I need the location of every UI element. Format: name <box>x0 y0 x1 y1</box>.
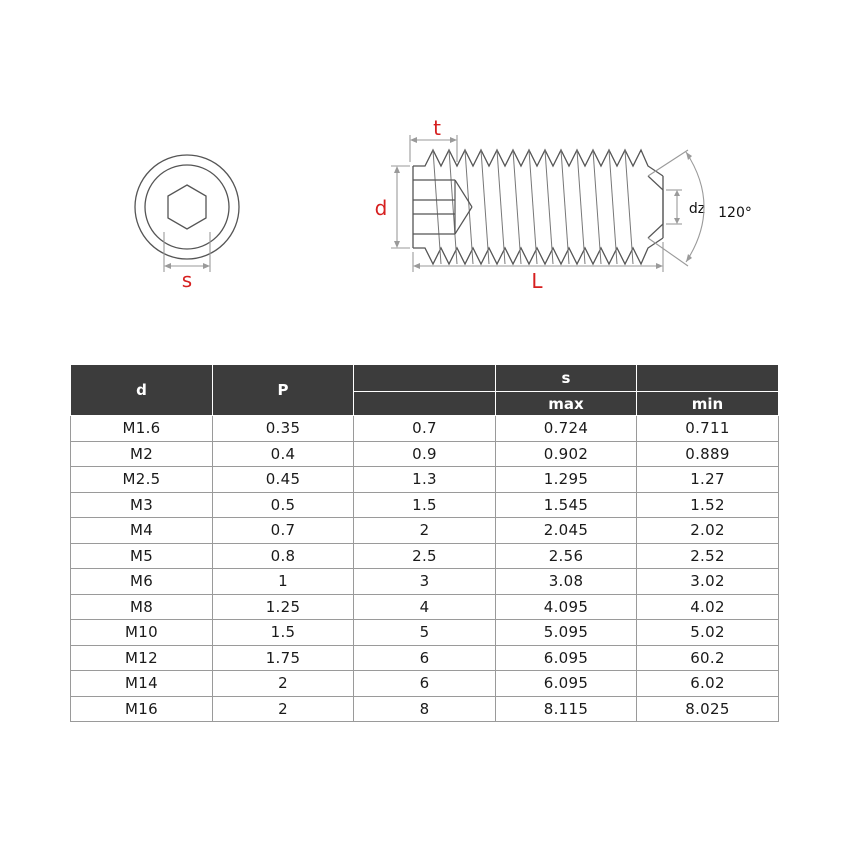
header-row <box>71 365 779 392</box>
dz-arrow-bottom <box>674 218 680 224</box>
angle-leg-bottom <box>648 238 688 266</box>
table-row <box>71 594 779 620</box>
side-view <box>375 116 752 293</box>
cell-p: 0.5 <box>213 492 354 518</box>
cell-d: M2 <box>71 441 213 467</box>
cell-p: 0.45 <box>213 467 354 493</box>
cell-col3: 3 <box>354 569 496 595</box>
cell-s-max: 6.095 <box>496 671 637 697</box>
end-view-inner-circle <box>145 165 229 249</box>
cell-d: M2.5 <box>71 467 213 493</box>
angle-arrow-top <box>686 152 692 160</box>
cell-s-min: 2.52 <box>637 543 779 569</box>
angle-leg-top <box>648 150 688 176</box>
cell-s-max: 1.295 <box>496 467 637 493</box>
cell-d: M4 <box>71 518 213 544</box>
cell-s-min: 2.02 <box>637 518 779 544</box>
cell-p: 1 <box>213 569 354 595</box>
cell-d: M10 <box>71 620 213 646</box>
cell-p: 0.8 <box>213 543 354 569</box>
header-blank-3 <box>354 365 496 392</box>
cell-s-max: 1.545 <box>496 492 637 518</box>
end-view <box>135 155 239 292</box>
cell-d: M1.6 <box>71 416 213 442</box>
t-arrow-right <box>450 137 457 143</box>
t-arrow-left <box>410 137 417 143</box>
cell-p: 0.35 <box>213 416 354 442</box>
cell-col3: 1.3 <box>354 467 496 493</box>
dz-arrow-top <box>674 190 680 196</box>
thread-profile-bottom <box>413 238 663 264</box>
table-row <box>71 671 779 697</box>
header-d: d <box>71 365 213 416</box>
s-label: s <box>181 268 193 292</box>
cell-s-min: 0.711 <box>637 416 779 442</box>
set-screw-drawing <box>0 0 850 340</box>
cell-d: M6 <box>71 569 213 595</box>
table-row <box>71 492 779 518</box>
table-row <box>71 467 779 493</box>
cell-col3: 0.9 <box>354 441 496 467</box>
thread-crest-lines <box>433 150 633 264</box>
table-row <box>71 416 779 442</box>
table-row <box>71 441 779 467</box>
d-arrow-bottom <box>394 241 400 248</box>
cell-s-min: 3.02 <box>637 569 779 595</box>
cell-col3: 0.7 <box>354 416 496 442</box>
t-label: t <box>433 116 441 140</box>
header-blank-5 <box>637 365 779 392</box>
table-row <box>71 569 779 595</box>
s-arrow-left <box>164 263 171 269</box>
table-row <box>71 620 779 646</box>
cell-col3: 8 <box>354 696 496 722</box>
cell-s-min: 8.025 <box>637 696 779 722</box>
hex-socket <box>168 185 206 229</box>
cell-p: 0.7 <box>213 518 354 544</box>
cell-s-max: 5.095 <box>496 620 637 646</box>
angle-arrow-bottom <box>686 254 692 262</box>
cell-d: M12 <box>71 645 213 671</box>
table-row <box>71 518 779 544</box>
cell-p: 1.5 <box>213 620 354 646</box>
L-arrow-left <box>413 263 420 269</box>
cell-s-min: 6.02 <box>637 671 779 697</box>
header-s: s <box>496 365 637 392</box>
cell-s-max: 6.095 <box>496 645 637 671</box>
cell-p: 1.75 <box>213 645 354 671</box>
table-row <box>71 645 779 671</box>
hex-socket-section <box>413 180 472 234</box>
cell-d: M16 <box>71 696 213 722</box>
subheader-blank <box>354 392 496 416</box>
L-label: L <box>531 269 543 293</box>
cell-s-max: 4.095 <box>496 594 637 620</box>
cell-col3: 6 <box>354 645 496 671</box>
cell-p: 1.25 <box>213 594 354 620</box>
cell-s-min: 60.2 <box>637 645 779 671</box>
cell-s-max: 2.045 <box>496 518 637 544</box>
cell-col3: 5 <box>354 620 496 646</box>
cell-d: M3 <box>71 492 213 518</box>
cell-s-min: 0.889 <box>637 441 779 467</box>
table-row <box>71 543 779 569</box>
cell-p: 2 <box>213 696 354 722</box>
subheader-min: min <box>637 392 779 416</box>
L-arrow-right <box>656 263 663 269</box>
dimension-table <box>70 364 779 722</box>
table-row <box>71 696 779 722</box>
d-arrow-top <box>394 166 400 173</box>
s-arrow-right <box>203 263 210 269</box>
cell-s-max: 2.56 <box>496 543 637 569</box>
dz-label: dz <box>688 201 706 217</box>
subheader-max: max <box>496 392 637 416</box>
cone-point <box>648 176 663 238</box>
cell-s-min: 1.52 <box>637 492 779 518</box>
d-label: d <box>374 196 388 220</box>
cell-d: M5 <box>71 543 213 569</box>
cell-d: M14 <box>71 671 213 697</box>
cell-s-max: 3.08 <box>496 569 637 595</box>
angle-label: 120° <box>718 205 752 221</box>
cell-col3: 2 <box>354 518 496 544</box>
cell-s-min: 1.27 <box>637 467 779 493</box>
cell-s-max: 8.115 <box>496 696 637 722</box>
cell-p: 0.4 <box>213 441 354 467</box>
cell-s-max: 0.724 <box>496 416 637 442</box>
cell-s-max: 0.902 <box>496 441 637 467</box>
cell-col3: 2.5 <box>354 543 496 569</box>
header-p: P <box>213 365 354 416</box>
cell-s-min: 5.02 <box>637 620 779 646</box>
cell-col3: 6 <box>354 671 496 697</box>
end-view-outer-circle <box>135 155 239 259</box>
cell-p: 2 <box>213 671 354 697</box>
cell-col3: 1.5 <box>354 492 496 518</box>
cell-col3: 4 <box>354 594 496 620</box>
table-body <box>71 416 779 722</box>
cell-d: M8 <box>71 594 213 620</box>
cell-s-min: 4.02 <box>637 594 779 620</box>
